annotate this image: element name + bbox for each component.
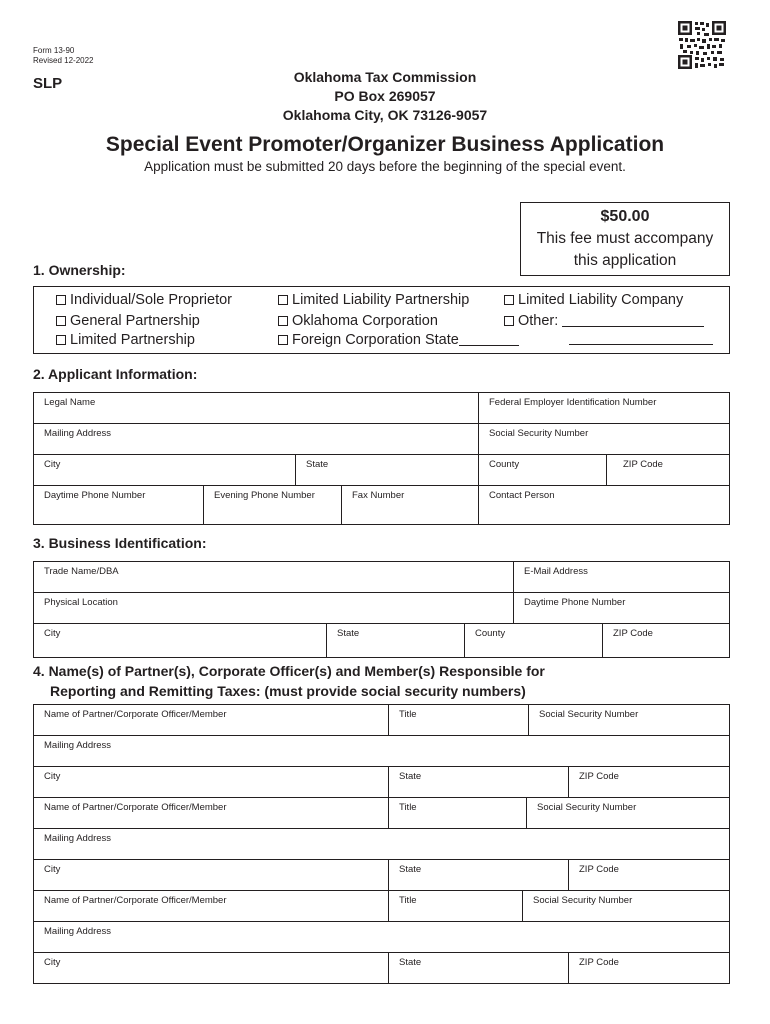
business-id-grid xyxy=(33,561,730,658)
contact-person-label: Contact Person xyxy=(489,490,555,501)
ownership-llc[interactable] xyxy=(504,291,683,309)
fee-text-line2: this application xyxy=(573,252,677,269)
person-3-mailing-label: Mailing Address xyxy=(44,926,112,937)
email-field[interactable] xyxy=(514,562,730,593)
person-1-name-label: Name of Partner/Corporate Officer/Member xyxy=(44,709,227,720)
foreign-state-field[interactable] xyxy=(459,345,519,346)
business-city-field[interactable] xyxy=(34,624,327,658)
fee-amount: $50.00 xyxy=(600,208,650,225)
person-1-mailing-label: Mailing Address xyxy=(44,740,112,751)
daytime-phone-label: Daytime Phone Number xyxy=(44,490,146,501)
person-1-city-label: City xyxy=(44,771,61,782)
person-2-state-field[interactable] xyxy=(389,860,569,891)
ownership-llp-label: Limited Liability Partnership xyxy=(292,292,470,308)
agency-po-box: PO Box 269057 xyxy=(334,88,436,104)
ownership-other[interactable] xyxy=(504,312,704,330)
person-1-title-field[interactable] xyxy=(389,705,529,736)
person-3-title-field[interactable] xyxy=(389,891,523,922)
qr-code-icon xyxy=(678,21,726,69)
form-title: Special Event Promoter/Organizer Business Application xyxy=(105,133,665,156)
section-1-title: 1. Ownership: xyxy=(33,262,126,278)
ownership-llp[interactable] xyxy=(278,291,469,309)
person-2-mailing-label: Mailing Address xyxy=(44,833,112,844)
person-2-title-label: Title xyxy=(399,802,417,813)
person-3-zip-label: ZIP Code xyxy=(579,957,619,968)
city-field[interactable] xyxy=(34,455,296,486)
ownership-box xyxy=(33,286,730,354)
section-2-title: 2. Applicant Information: xyxy=(33,366,198,382)
trade-name-field[interactable] xyxy=(34,562,514,593)
fein-label: Federal Employer Identification Number xyxy=(489,397,657,408)
daytime-phone-field[interactable] xyxy=(34,486,204,525)
ownership-limited-partnership[interactable] xyxy=(56,331,195,349)
person-1-state-label: State xyxy=(399,771,422,782)
person-2-state-label: State xyxy=(399,864,422,875)
person-3-ssn-label: Social Security Number xyxy=(533,895,633,906)
business-phone-field[interactable] xyxy=(514,593,730,624)
agency-name: Oklahoma Tax Commission xyxy=(293,69,477,85)
checkbox-icon[interactable] xyxy=(504,316,514,326)
checkbox-icon[interactable] xyxy=(278,316,288,326)
responsible-persons-grid xyxy=(33,704,730,984)
zip-label: ZIP Code xyxy=(623,459,663,470)
business-state-label: State xyxy=(337,628,360,639)
ownership-general-partnership[interactable] xyxy=(56,312,200,330)
person-3-mailing-field[interactable] xyxy=(34,922,730,953)
fax-field[interactable] xyxy=(342,486,479,525)
mailing-address-label: Mailing Address xyxy=(44,428,112,439)
ownership-general-partnership-label: General Partnership xyxy=(70,313,200,329)
applicant-info-grid xyxy=(33,392,730,525)
ownership-oklahoma-corporation-label: Oklahoma Corporation xyxy=(292,313,438,329)
person-1-ssn-field[interactable] xyxy=(529,705,730,736)
physical-location-field[interactable] xyxy=(34,593,514,624)
business-state-field[interactable] xyxy=(327,624,465,658)
form-code: SLP xyxy=(33,75,63,92)
business-county-label: County xyxy=(475,628,506,639)
business-zip-field[interactable] xyxy=(603,624,730,658)
ownership-other-label: Other: xyxy=(518,313,559,329)
county-label: County xyxy=(489,459,520,470)
checkbox-icon[interactable] xyxy=(56,316,66,326)
trade-name-label: Trade Name/DBA xyxy=(44,566,119,577)
person-3-state-label: State xyxy=(399,957,422,968)
person-1-state-field[interactable] xyxy=(389,767,569,798)
person-3-city-label: City xyxy=(44,957,61,968)
contact-person-field[interactable] xyxy=(479,486,730,525)
fax-label: Fax Number xyxy=(352,490,405,501)
business-city-label: City xyxy=(44,628,61,639)
ownership-foreign-corporation-label: Foreign Corporation State xyxy=(292,332,459,348)
ownership-individual[interactable] xyxy=(56,291,232,309)
checkbox-icon[interactable] xyxy=(56,295,66,305)
section-3-title: 3. Business Identification: xyxy=(33,535,207,551)
ownership-foreign-corporation[interactable] xyxy=(278,331,519,349)
person-3-title-label: Title xyxy=(399,895,417,906)
other-field[interactable] xyxy=(562,326,704,327)
person-1-mailing-field[interactable] xyxy=(34,736,730,767)
person-1-name-field[interactable] xyxy=(34,705,389,736)
person-3-name-field[interactable] xyxy=(34,891,389,922)
person-2-city-field[interactable] xyxy=(34,860,389,891)
person-2-zip-label: ZIP Code xyxy=(579,864,619,875)
checkbox-icon[interactable] xyxy=(56,335,66,345)
person-2-name-field[interactable] xyxy=(34,798,389,829)
person-3-name-label: Name of Partner/Corporate Officer/Member xyxy=(44,895,227,906)
county-field[interactable] xyxy=(479,455,607,486)
business-county-field[interactable] xyxy=(465,624,603,658)
checkbox-icon[interactable] xyxy=(278,295,288,305)
fein-field[interactable] xyxy=(479,393,730,424)
person-1-city-field[interactable] xyxy=(34,767,389,798)
business-zip-label: ZIP Code xyxy=(613,628,653,639)
person-2-name-label: Name of Partner/Corporate Officer/Member xyxy=(44,802,227,813)
checkbox-icon[interactable] xyxy=(504,295,514,305)
ownership-llc-label: Limited Liability Company xyxy=(518,292,684,308)
section-4-title-line2: Reporting and Remitting Taxes: (must provide social security numbers) xyxy=(50,683,526,699)
agency-city: Oklahoma City, OK 73126-9057 xyxy=(282,107,488,123)
fee-text-line1: This fee must accompany xyxy=(536,230,714,247)
form-number: Form 13-90 xyxy=(33,46,75,55)
evening-phone-field[interactable] xyxy=(204,486,342,525)
zip-field[interactable] xyxy=(607,455,730,486)
person-3-ssn-field[interactable] xyxy=(523,891,730,922)
email-label: E-Mail Address xyxy=(524,566,588,577)
ownership-individual-label: Individual/Sole Proprietor xyxy=(70,292,233,308)
person-2-city-label: City xyxy=(44,864,61,875)
ownership-oklahoma-corporation[interactable] xyxy=(278,312,438,330)
person-1-title-label: Title xyxy=(399,709,417,720)
person-2-ssn-field[interactable] xyxy=(527,798,730,829)
checkbox-icon[interactable] xyxy=(278,335,288,345)
mailing-address-field[interactable] xyxy=(34,424,479,455)
fee-box xyxy=(520,202,730,276)
person-1-ssn-label: Social Security Number xyxy=(539,709,639,720)
evening-phone-label: Evening Phone Number xyxy=(214,490,315,501)
person-2-ssn-label: Social Security Number xyxy=(537,802,637,813)
legal-name-label: Legal Name xyxy=(44,397,96,408)
person-2-zip-field[interactable] xyxy=(569,860,730,891)
other-field-line2[interactable] xyxy=(569,333,713,345)
business-phone-label: Daytime Phone Number xyxy=(524,597,626,608)
ssn-label: Social Security Number xyxy=(489,428,589,439)
person-3-zip-field[interactable] xyxy=(569,953,730,984)
person-2-mailing-field[interactable] xyxy=(34,829,730,860)
legal-name-field[interactable] xyxy=(34,393,479,424)
person-1-zip-field[interactable] xyxy=(569,767,730,798)
person-3-state-field[interactable] xyxy=(389,953,569,984)
city-label: City xyxy=(44,459,61,470)
revised-date: Revised 12-2022 xyxy=(33,56,94,65)
physical-location-label: Physical Location xyxy=(44,597,118,608)
ssn-field[interactable] xyxy=(479,424,730,455)
person-1-zip-label: ZIP Code xyxy=(579,771,619,782)
state-label: State xyxy=(306,459,329,470)
person-3-city-field[interactable] xyxy=(34,953,389,984)
section-4-title-line1: 4. Name(s) of Partner(s), Corporate Officer(s) and Member(s) Responsible for xyxy=(33,663,545,679)
person-2-title-field[interactable] xyxy=(389,798,527,829)
state-field[interactable] xyxy=(296,455,479,486)
form-subtitle: Application must be submitted 20 days before the beginning of the special event. xyxy=(144,159,626,174)
ownership-limited-partnership-label: Limited Partnership xyxy=(70,332,195,348)
